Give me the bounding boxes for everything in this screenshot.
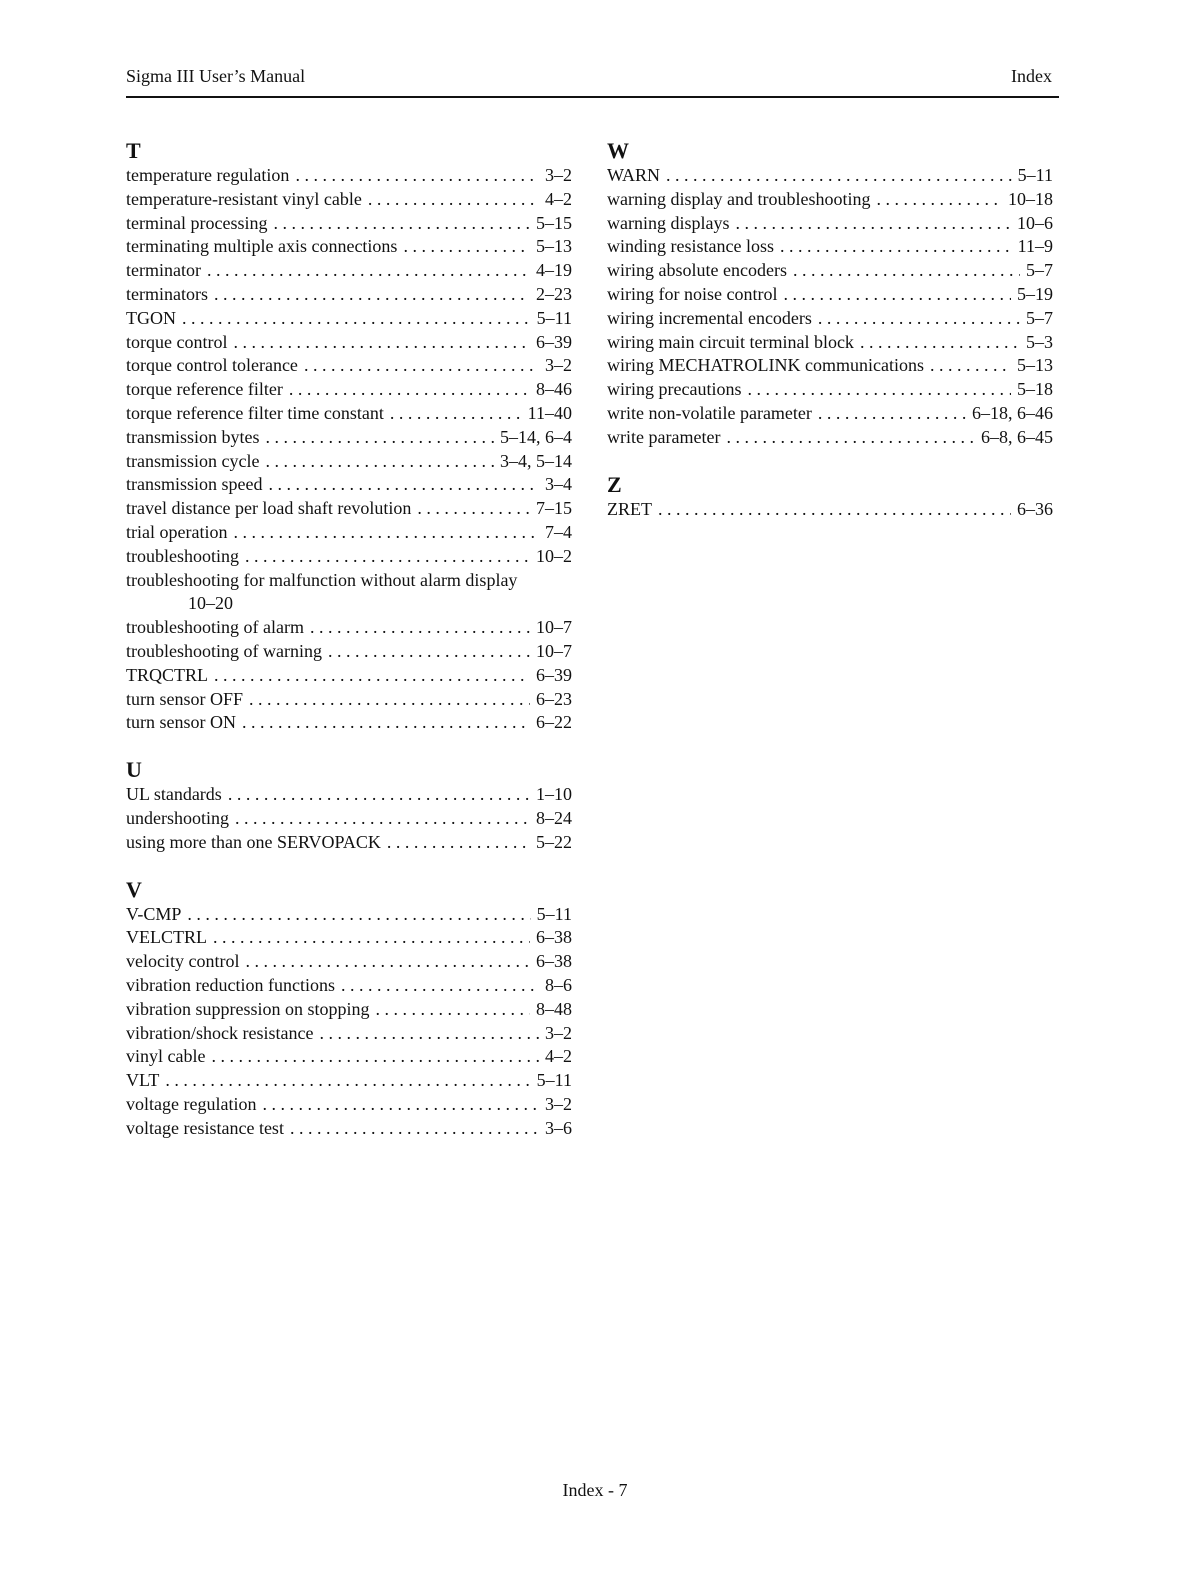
dot-leader <box>249 688 530 712</box>
index-entry <box>126 569 572 617</box>
index-term: trial operation <box>126 521 228 542</box>
dot-leader <box>233 331 530 355</box>
index-column-right <box>607 138 1053 543</box>
index-pages: 10–6 <box>1017 212 1053 233</box>
index-entry <box>126 212 572 236</box>
dot-leader <box>290 1117 539 1141</box>
index-entry <box>126 378 572 402</box>
index-term: torque reference filter <box>126 379 283 400</box>
index-section-v <box>126 877 572 1141</box>
index-entry <box>607 331 1053 355</box>
index-term: VELCTRL <box>126 927 207 948</box>
index-entry <box>126 711 572 735</box>
dot-leader <box>182 307 531 331</box>
index-pages: 5–11 <box>536 307 572 328</box>
dot-leader <box>295 164 539 188</box>
dot-leader <box>310 616 530 640</box>
index-entry <box>126 998 572 1022</box>
index-term: torque control <box>126 331 228 352</box>
index-pages: 4–2 <box>545 188 572 209</box>
index-pages: 5–14, 6–4 <box>500 426 572 447</box>
index-pages: 8–24 <box>536 807 572 828</box>
index-entry <box>126 521 572 545</box>
index-pages: 8–46 <box>536 379 572 400</box>
index-term: travel distance per load shaft revolution <box>126 498 412 519</box>
dot-leader <box>228 783 530 807</box>
index-section-z <box>607 472 1053 522</box>
dot-leader <box>214 283 530 307</box>
index-entry <box>607 307 1053 331</box>
index-entry <box>126 1022 572 1046</box>
index-term: TGON <box>126 307 176 328</box>
index-pages: 6–38 <box>536 951 572 972</box>
dot-leader <box>262 1093 539 1117</box>
index-entry <box>126 283 572 307</box>
index-term: troubleshooting for malfunction without alarm display <box>126 569 518 590</box>
index-term: vibration suppression on stopping <box>126 998 370 1019</box>
dot-leader <box>266 426 495 450</box>
index-pages: 6–22 <box>536 712 572 733</box>
dot-leader <box>289 378 530 402</box>
index-entry <box>126 1045 572 1069</box>
index-entry <box>126 307 572 331</box>
dot-leader <box>390 402 522 426</box>
page-header <box>126 66 1059 98</box>
index-term: write non-volatile parameter <box>607 402 812 423</box>
index-term: terminating multiple axis connections <box>126 236 398 257</box>
section-letter: U <box>126 757 142 783</box>
index-term: vibration reduction functions <box>126 974 335 995</box>
index-term: terminator <box>126 260 201 281</box>
dot-leader <box>658 498 1011 522</box>
index-entry <box>126 783 572 807</box>
index-pages: 5–11 <box>536 903 572 924</box>
dot-leader <box>165 1069 530 1093</box>
index-pages: 7–4 <box>545 521 572 542</box>
dot-leader <box>780 235 1012 259</box>
dot-leader <box>368 188 539 212</box>
index-term: wiring for noise control <box>607 283 778 304</box>
index-pages: 6–8, 6–45 <box>981 426 1053 447</box>
index-pages: 10–18 <box>1008 188 1053 209</box>
index-entry <box>607 378 1053 402</box>
index-entry <box>126 974 572 998</box>
index-term: V-CMP <box>126 903 182 924</box>
index-term: UL standards <box>126 784 222 805</box>
index-pages: 7–15 <box>536 498 572 519</box>
dot-leader <box>376 998 531 1022</box>
index-entry <box>126 259 572 283</box>
index-pages: 3–6 <box>545 1117 572 1138</box>
index-pages: 3–2 <box>545 165 572 185</box>
index-term: wiring absolute encoders <box>607 260 787 281</box>
index-entry <box>607 426 1053 450</box>
index-pages: 5–18 <box>1017 379 1053 400</box>
index-term: torque reference filter time constant <box>126 402 384 423</box>
dot-leader <box>273 212 530 236</box>
index-entry <box>607 402 1053 426</box>
dot-leader <box>304 354 539 378</box>
index-entry <box>607 283 1053 307</box>
index-term: troubleshooting of warning <box>126 640 322 661</box>
index-pages: 4–19 <box>536 260 572 281</box>
index-entry <box>126 1093 572 1117</box>
dot-leader <box>328 640 530 664</box>
section-letter: Z <box>607 471 622 497</box>
index-pages: 6–39 <box>536 664 572 685</box>
index-pages: 5–15 <box>536 212 572 233</box>
index-pages: 5–19 <box>1017 283 1053 304</box>
dot-leader <box>245 545 530 569</box>
index-entry <box>126 164 572 188</box>
index-section-w <box>607 138 1053 450</box>
index-term: ZRET <box>607 498 652 519</box>
index-pages: 6–23 <box>536 688 572 709</box>
index-entry <box>126 903 572 927</box>
index-entry <box>126 426 572 450</box>
index-pages: 10–2 <box>536 545 572 566</box>
dot-leader <box>930 354 1011 378</box>
dot-leader <box>319 1022 539 1046</box>
index-pages: 10–20 <box>188 593 233 614</box>
dot-leader <box>726 426 975 450</box>
index-pages: 5–3 <box>1026 331 1053 352</box>
index-term: warning display and troubleshooting <box>607 188 871 209</box>
index-entry <box>126 545 572 569</box>
index-pages: 3–4, 5–14 <box>500 450 572 471</box>
index-term: using more than one SERVOPACK <box>126 831 381 852</box>
index-pages: 1–10 <box>536 784 572 805</box>
dot-leader <box>245 950 530 974</box>
dot-leader <box>818 307 1020 331</box>
index-term: temperature-resistant vinyl cable <box>126 188 362 209</box>
index-entry <box>126 1069 572 1093</box>
index-pages: 6–18, 6–46 <box>972 402 1053 423</box>
index-pages: 10–7 <box>536 617 572 638</box>
dot-leader <box>747 378 1011 402</box>
index-pages: 3–4 <box>545 474 572 495</box>
dot-leader <box>818 402 966 426</box>
dot-leader <box>783 283 1011 307</box>
manual-title: Sigma III User’s Manual <box>126 66 306 86</box>
section-letter: T <box>126 138 141 163</box>
index-entry <box>126 831 572 855</box>
index-term: terminators <box>126 283 208 304</box>
dot-leader <box>187 903 530 927</box>
index-term: wiring incremental encoders <box>607 307 812 328</box>
index-entry <box>126 473 572 497</box>
index-pages: 5–7 <box>1026 260 1053 281</box>
index-term: terminal processing <box>126 212 268 233</box>
index-entry <box>126 926 572 950</box>
index-pages: 11–9 <box>1017 236 1053 257</box>
index-pages: 6–38 <box>536 927 572 948</box>
dot-leader <box>666 164 1012 188</box>
section-letter: W <box>607 138 629 163</box>
index-term: vinyl cable <box>126 1046 206 1067</box>
index-term: VLT <box>126 1070 160 1091</box>
index-term: undershooting <box>126 807 229 828</box>
index-pages: 5–7 <box>1026 307 1053 328</box>
dot-leader <box>213 926 530 950</box>
section-title: Index <box>1011 66 1052 86</box>
index-entry <box>126 188 572 212</box>
index-entry <box>126 331 572 355</box>
index-term: temperature regulation <box>126 165 290 185</box>
index-entry <box>126 450 572 474</box>
index-pages: 10–7 <box>536 640 572 661</box>
index-pages: 5–13 <box>536 236 572 257</box>
page-number: Index - 7 <box>562 1480 628 1500</box>
dot-leader <box>207 259 530 283</box>
section-letter: V <box>126 876 142 902</box>
index-term: voltage regulation <box>126 1093 257 1114</box>
index-entry <box>607 235 1053 259</box>
index-term: troubleshooting <box>126 545 239 566</box>
index-entry <box>126 688 572 712</box>
index-entry <box>126 950 572 974</box>
index-entry <box>126 235 572 259</box>
index-pages: 8–48 <box>536 998 572 1019</box>
index-pages: 5–11 <box>1017 165 1053 185</box>
index-term: vibration/shock resistance <box>126 1022 314 1043</box>
index-term: transmission bytes <box>126 426 260 447</box>
index-pages: 3–2 <box>545 355 572 376</box>
index-pages: 5–13 <box>1017 355 1053 376</box>
index-pages: 6–39 <box>536 331 572 352</box>
index-term: voltage resistance test <box>126 1117 284 1138</box>
index-entry <box>607 498 1053 522</box>
index-entry <box>126 402 572 426</box>
index-term: transmission speed <box>126 474 263 495</box>
index-term: wiring main circuit terminal block <box>607 331 854 352</box>
dot-leader <box>233 521 539 545</box>
index-pages: 3–2 <box>545 1022 572 1043</box>
dot-leader <box>211 1045 539 1069</box>
index-section-t <box>126 138 572 735</box>
index-pages: 11–40 <box>527 402 572 423</box>
index-entry <box>607 188 1053 212</box>
index-pages: 6–36 <box>1017 498 1053 519</box>
dot-leader <box>341 974 539 998</box>
dot-leader <box>735 212 1011 236</box>
index-entry <box>607 259 1053 283</box>
index-term: turn sensor OFF <box>126 688 244 709</box>
index-entry <box>126 807 572 831</box>
index-term: transmission cycle <box>126 450 260 471</box>
index-term: wiring precautions <box>607 379 742 400</box>
index-entry <box>126 664 572 688</box>
dot-leader <box>269 473 540 497</box>
index-entry <box>607 212 1053 236</box>
index-pages: 3–2 <box>545 1093 572 1114</box>
index-term: torque control tolerance <box>126 355 298 376</box>
index-entry <box>126 1117 572 1141</box>
index-term: velocity control <box>126 951 240 972</box>
index-column-left <box>126 138 572 1162</box>
index-entry <box>126 497 572 521</box>
index-entry <box>607 164 1053 188</box>
dot-leader <box>876 188 1002 212</box>
index-entry <box>607 354 1053 378</box>
index-entry <box>126 354 572 378</box>
index-term: wiring MECHATROLINK communications <box>607 355 924 376</box>
dot-leader <box>242 711 530 735</box>
dot-leader <box>214 664 530 688</box>
index-term: TRQCTRL <box>126 664 209 685</box>
dot-leader <box>387 831 530 855</box>
index-pages: 4–2 <box>545 1046 572 1067</box>
dot-leader <box>417 497 530 521</box>
index-entry <box>126 640 572 664</box>
index-term: turn sensor ON <box>126 712 236 733</box>
index-term: winding resistance loss <box>607 236 774 257</box>
index-term: troubleshooting of alarm <box>126 617 304 638</box>
index-pages: 5–22 <box>536 831 572 852</box>
index-term: WARN <box>607 165 660 185</box>
index-pages: 2–23 <box>536 283 572 304</box>
index-section-u <box>126 757 572 854</box>
index-term: write parameter <box>607 426 721 447</box>
index-term: warning displays <box>607 212 730 233</box>
index-pages: 8–6 <box>545 974 572 995</box>
dot-leader <box>235 807 530 831</box>
index-pages: 5–11 <box>536 1070 572 1091</box>
dot-leader <box>265 450 494 474</box>
dot-leader <box>860 331 1020 355</box>
dot-leader <box>403 235 530 259</box>
index-entry <box>126 616 572 640</box>
dot-leader <box>793 259 1020 283</box>
